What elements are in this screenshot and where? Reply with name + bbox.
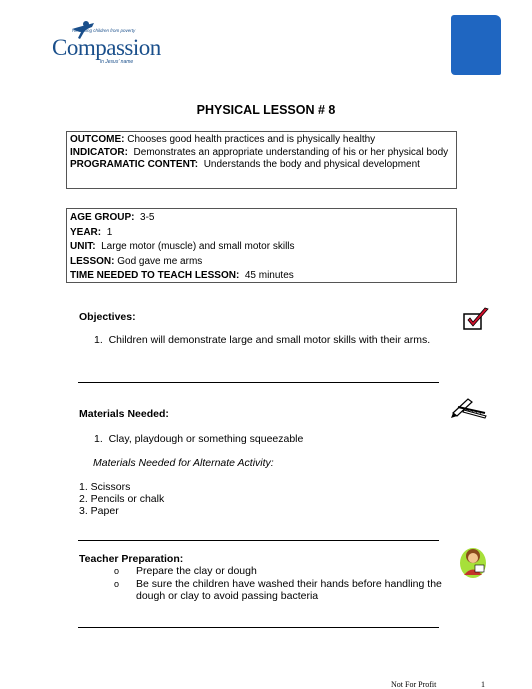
unit-label: UNIT: xyxy=(70,241,96,252)
divider xyxy=(78,540,439,541)
lesson-info-box xyxy=(66,208,457,283)
age-value: 3-5 xyxy=(140,212,155,223)
indicator-label: INDICATOR: xyxy=(70,146,128,158)
page-title: PHYSICAL LESSON # 8 xyxy=(196,103,336,117)
materials-item-text: Clay, playdough or something squeezable xyxy=(108,433,304,445)
logo-wordmark: Compassion xyxy=(52,35,161,60)
alternate-item: 3. Paper xyxy=(79,505,119,517)
preparation-item xyxy=(114,565,454,578)
objectives-heading: Objectives: xyxy=(79,311,136,323)
logo-tagline: Releasing children from poverty xyxy=(72,28,136,33)
page-number: 1 xyxy=(481,680,485,689)
logo-subtag: in Jesus' name xyxy=(100,59,134,65)
outcome-value: Chooses good health practices and is physically healthy xyxy=(127,134,376,145)
materials-heading: Materials Needed: xyxy=(79,408,169,420)
objectives-item-text: Children will demonstrate large and small motor skills with their arms. xyxy=(108,334,431,346)
divider xyxy=(78,627,439,628)
pencil-ruler-icon xyxy=(450,395,488,419)
programatic-label: PROGRAMATIC CONTENT: xyxy=(70,159,199,170)
indicator-value: Demonstrates an appropriate understanding of his or her physical body xyxy=(133,146,449,158)
time-label: TIME NEEDED TO TEACH LESSON: xyxy=(70,270,240,281)
brand-color-patch xyxy=(451,15,501,75)
lesson-value: God gave me arms xyxy=(117,255,203,267)
footer-text: Not For Profit xyxy=(391,680,437,689)
year-value: 1 xyxy=(106,226,113,238)
alternate-item: 2. Pencils or chalk xyxy=(79,493,165,505)
compassion-logo xyxy=(52,20,164,70)
outcome-label: OUTCOME: xyxy=(70,134,125,145)
alternate-item: 1. Scissors xyxy=(79,481,131,493)
preparation-item-text: Be sure the children have washed their hands before handling the dough or clay to avoid passing bacteria xyxy=(136,577,442,602)
bullet: o xyxy=(114,566,120,576)
divider xyxy=(78,382,439,383)
preparation-item xyxy=(114,578,454,603)
alternate-materials-list xyxy=(79,481,164,517)
year-label: YEAR: xyxy=(70,226,102,238)
checkbox-check-icon xyxy=(462,307,490,331)
preparation-heading: Teacher Preparation: xyxy=(79,553,184,565)
teacher-icon xyxy=(458,545,488,579)
objectives-item: 1. Children will demonstrate large and small motor skills with their arms. xyxy=(94,334,431,346)
bullet: o xyxy=(114,578,120,589)
unit-value: Large motor (muscle) and small motor skills xyxy=(101,241,295,252)
outcome-box xyxy=(66,131,457,189)
alternate-materials-heading: Materials Needed for Alternate Activity: xyxy=(93,457,274,469)
materials-item: 1. Clay, playdough or something squeezable xyxy=(94,433,304,445)
preparation-list xyxy=(114,565,454,603)
preparation-item-text: Prepare the clay or dough xyxy=(136,565,257,577)
age-label: AGE GROUP: xyxy=(70,212,135,223)
programatic-value: Understands the body and physical development xyxy=(203,159,420,170)
time-value: 45 minutes xyxy=(244,270,294,281)
lesson-label: LESSON: xyxy=(70,255,115,267)
